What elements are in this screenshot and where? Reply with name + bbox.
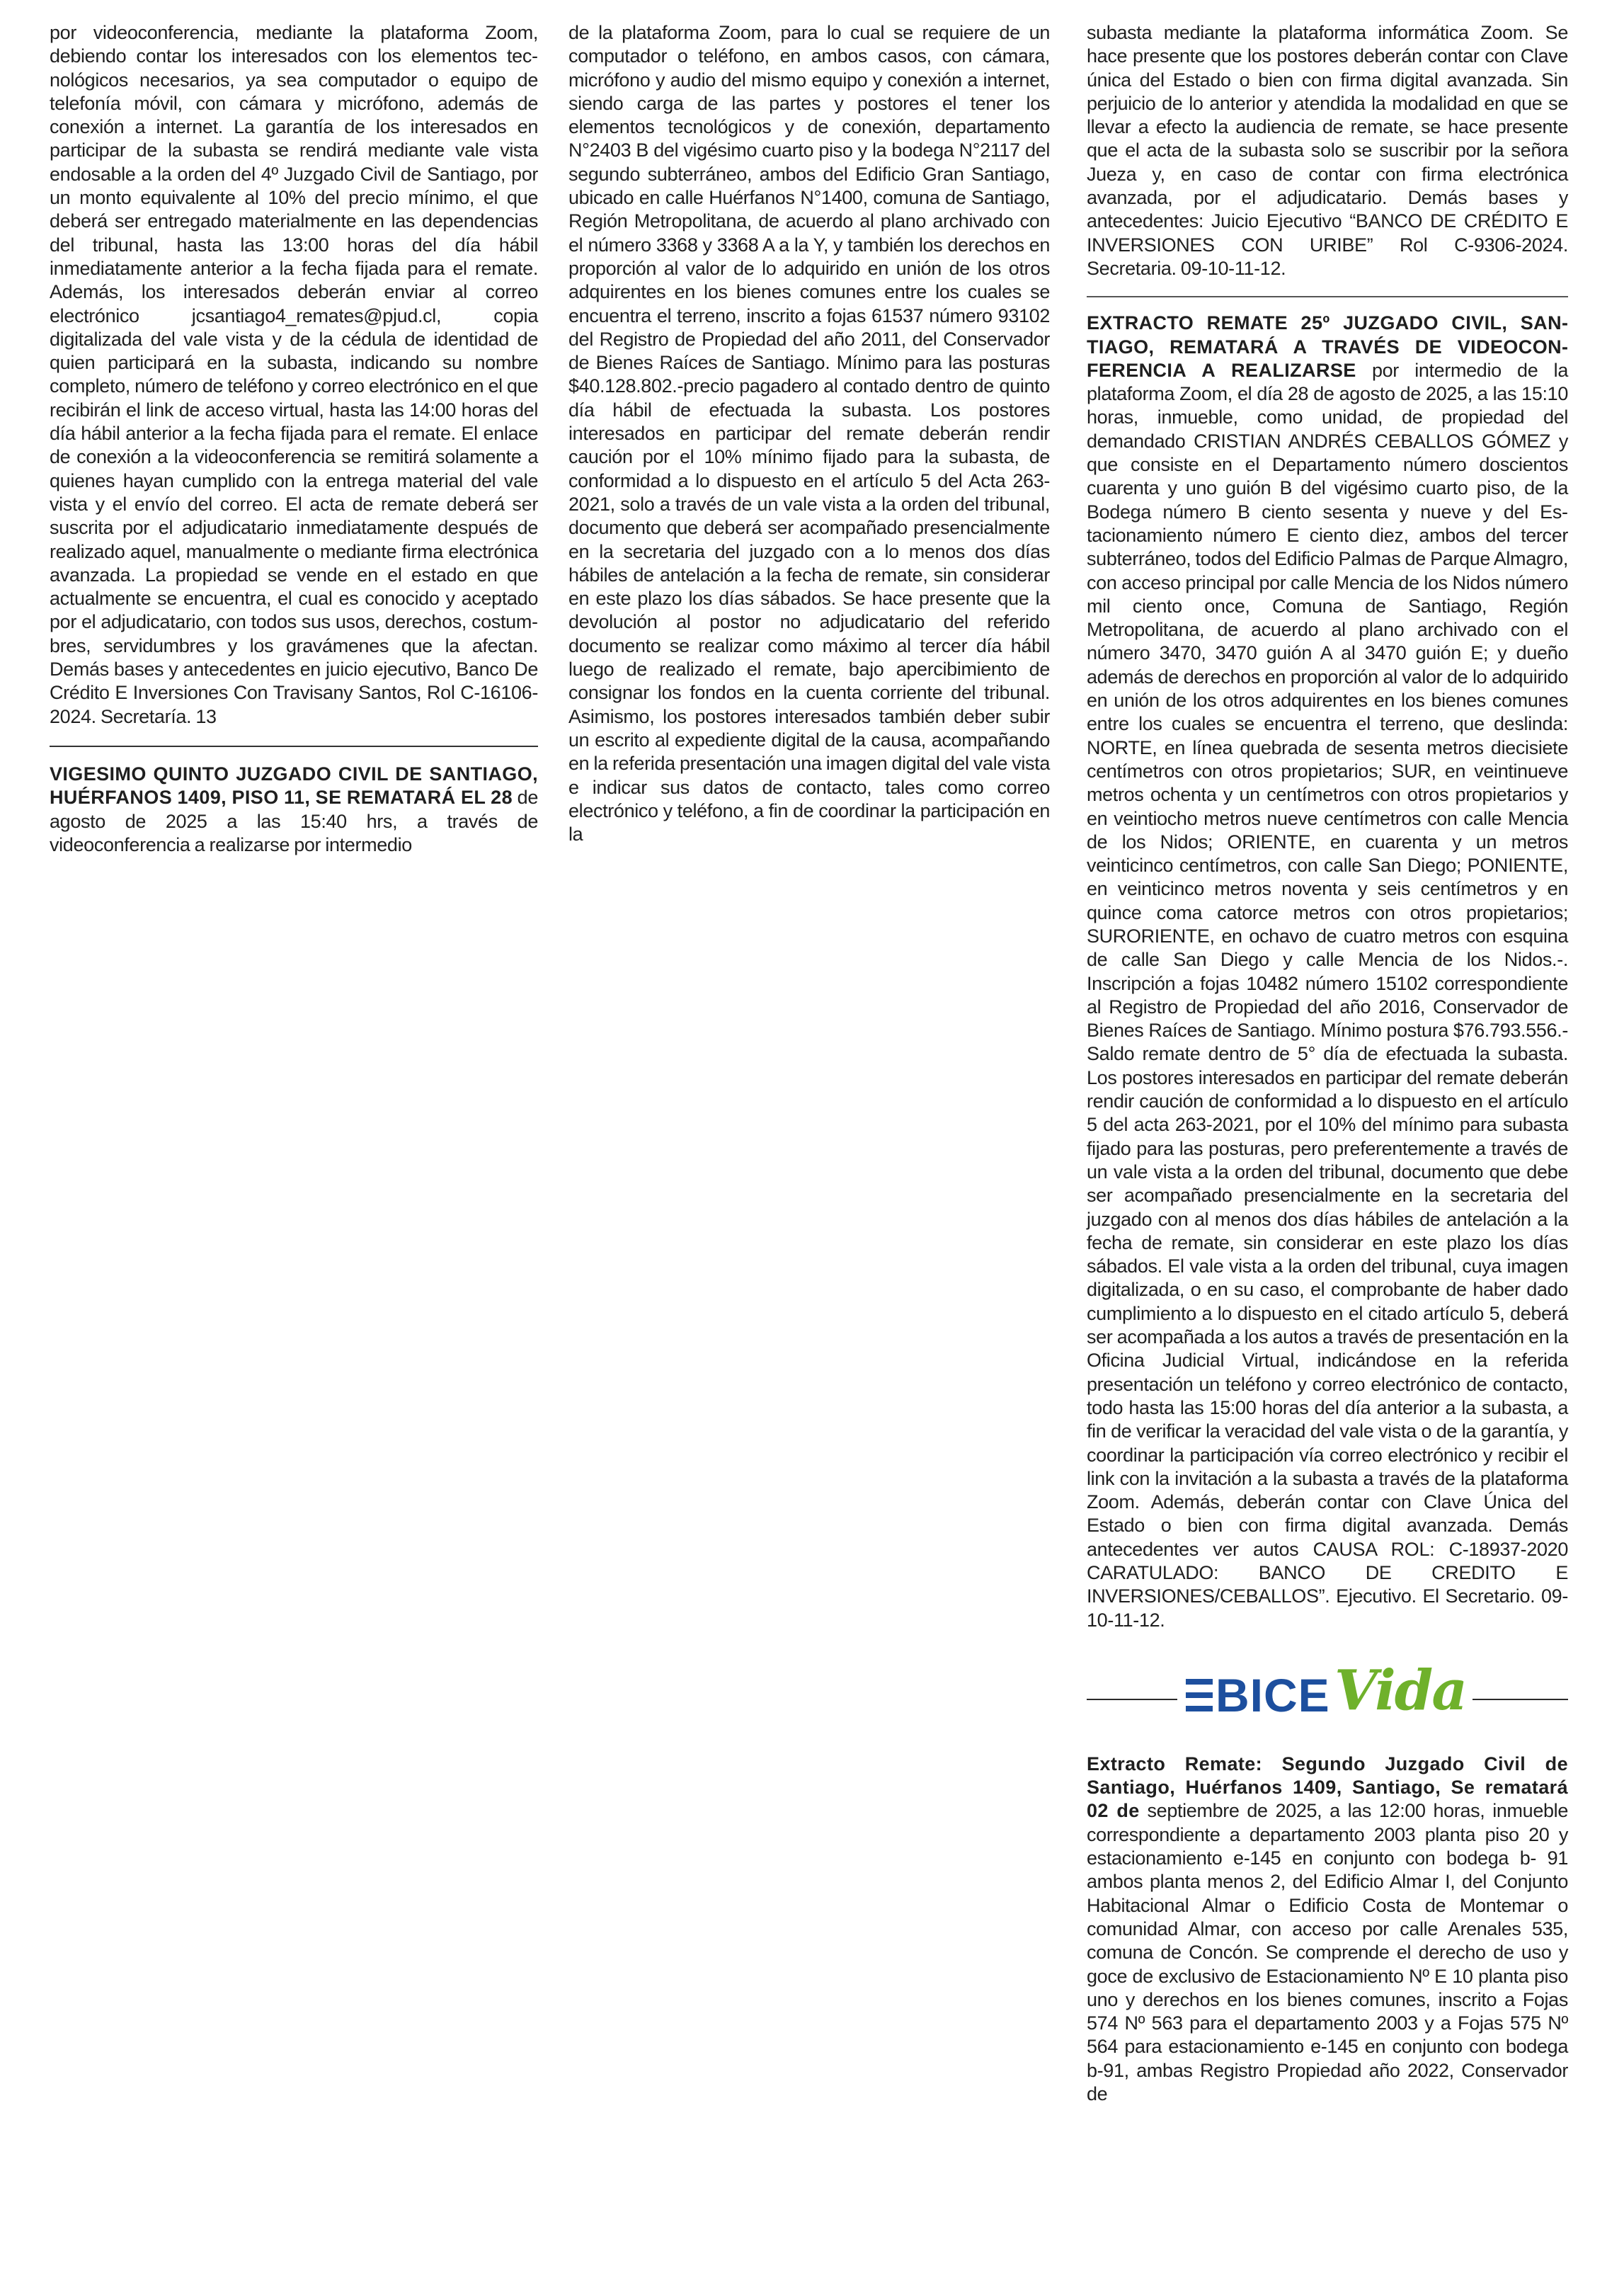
notice-heading: EXTRACTO REMATE 25º JUZGADO CIVIL, SANTIAGO, REMATARÁ A TRAVÉS DE VIDEOCONFERENCIA A REALIZARSE xyxy=(1087,312,1568,381)
column-3 xyxy=(1087,21,1568,2106)
logo-divider-left xyxy=(1087,1699,1177,1700)
notice-segundo-juzgado-civil xyxy=(1087,1753,1568,2106)
notice-divider xyxy=(50,746,538,747)
notice-heading: VIGESIMO QUINTO JUZGADO CIVIL DE SANTIAGO, HUÉRFANOS 1409, PISO 11, SE REMATARÁ EL 28 xyxy=(50,763,538,809)
advertiser-logo-band xyxy=(1087,1646,1568,1753)
notice-body: septiembre de 2025, a las 12:00 horas, inmueble correspondiente a departamento 2003 planta piso 20 y estacionamiento e-145 en conjunto con bodega b- 91 ambos planta menos 2, del Edificio Almar I, del Conjunto Habitacional Almar o Edificio Costa de Montemar o comunidad Almar, con acceso por calle Arenales 535, comuna de Concón. Se comprende el derecho de uso y goce de exclusivo de Estacionamiento Nº E 10 planta piso uno y derechos en los bienes comunes, inscrito a Fojas 574 Nº 563 para el departamento 2003 y a Fojas 575 Nº 564 para estacionamiento e-145 en conjunto con bodega b-91, ambas Registro Propiedad año 2022, Conservador de xyxy=(1087,1800,1568,2105)
notice-25-juzgado-santiago xyxy=(50,763,538,857)
column-2 xyxy=(568,21,1050,846)
notice-continuation-text: de la plataforma Zoom, para lo cual se requiere de un computador o teléfono, en ambos casos, con cámara, micrófono y audio del mismo equipo y conexión a internet, siendo carga de las partes y postores el tener los elementos tecnológicos y de conexión, departamento N°2403 B del vigésimo cuarto piso y la bodega N°2117 del segundo subterráneo, ambos del Edificio Gran Santiago, ubicado en calle Huérfanos N°1400, comuna de Santiago, Región Metropolitana, de acuerdo al plano archivado con el número 3368 y 3368 A a la Y, y también los derechos en proporción al valor de lo adquirido en unión de los otros adquirentes en los bienes comunes entre los cuales se encuentra el terreno, inscrito a fojas 61537 número 93102 del Registro de Propiedad del año 2011, del Conservador de Bienes Raíces de Santiago. Mínimo para las posturas $40.128.802.-precio pagadero al contado dentro de quinto día hábil de efectuada la subasta. Los postores interesados en participar del remate deberán rendir caución por el 10% mínimo fijado para la subasta, de conformidad a lo dispuesto en el artículo 5 del Acta 263-2021, solo a través de un vale vista a la orden del tribunal, documento que deberá ser acompañado presencialmente en la secretaria del juzgado con a lo menos dos días hábiles de antelación a la fecha de remate, sin considerar en este plazo los días sábados. Se hace presente que la devolución al postor no adjudicatario del referido documento se realizar como máximo al tercer día hábil luego de realizado el remate, bajo apercibimiento de consignar los fondos en la cuenta corriente del tribunal. Asimismo, los postores interesados también deber subir un escrito al expediente digital de la causa, acompañando en la referida presentación una imagen digital del vale vista e indicar sus datos de contacto, tales como correo electrónico y teléfono, a fin de coordinar la participación en la xyxy=(568,22,1050,845)
notice-extracto-remate-25 xyxy=(1087,312,1568,1632)
column-1 xyxy=(50,21,538,857)
bice-vida-logo-icon xyxy=(1186,1660,1469,1731)
notice-continuation-text: subasta mediante la plataforma informática Zoom. Se hace presente que los postores deberán contar con Clave única del Estado o bien con firma digital avanzada. Sin perjuicio de lo anterior y atendida la modalidad en que se llevar a efecto la audiencia de remate, se hace presente que el acta de la subasta solo se suscribir por la señora Jueza y, en caso de contar con firma electrónica avanzada, por el adjudicatario. Demás bases y antecedentes: Juicio Ejecutivo “BANCO DE CRÉDITO E INVERSIONES CON URIBE” Rol C-9306-2024. Secretaria. 09-10-11-12. xyxy=(1087,22,1568,279)
logo-wordmark: BICE xyxy=(1216,1668,1330,1721)
notice-divider xyxy=(1087,296,1568,297)
logo-divider-right xyxy=(1473,1699,1568,1700)
notice-body: de agosto de 2025 a las 15:40 hrs, a través de videoconferencia a realizarse por intermedio xyxy=(50,787,539,855)
notice-body: por intermedio de la plataforma Zoom, el día 28 de agosto de 2025, a las 15:10 horas, inmueble, como unidad, de propiedad del demandado CRISTIAN ANDRÉS CEBALLOS GÓMEZ y que consiste en el Departamento número doscientos cuarenta y uno guión B del vigésimo cuarto piso, de la Bodega número B ciento sesenta y nueve y del Estacionamiento número E ciento diez, ambos del tercer subterráneo, todos del Edificio Palmas de Parque Almagro, con acceso principal por calle Mencia de los Nidos número mil ciento once, Comuna de Santiago, Región Metropolitana, de acuerdo al plano archivado con el número 3470, 3470 guión A al 3470 guión E; y dueño además de derechos en proporción al valor de lo adquirido en unión de los otros adquirentes en los bienes comunes entre los cuales se encuentra el terreno, que deslinda: NORTE, en línea quebrada de sesenta metros diecisiete centímetros con otros propietarios; SUR, en veintinueve metros ochenta y un centímetros con otros propietarios y en veintiocho metros nueve centímetros con calle Mencia de los Nidos; ORIENTE, en cuarenta y un metros veinticinco centímetros, con calle San Diego; PONIENTE, en veinticinco metros noventa y seis centímetros y en quince coma catorce metros con otros propietarios; SURORIENTE, en ochavo de cuatro metros con esquina de calle San Diego y calle Mencia de los Nidos.-. Inscripción a fojas 10482 número 15102 correspondiente al Registro de Propiedad del año 2016, Conservador de Bienes Raíces de Santiago. Mínimo postura $76.793.556.- Saldo remate dentro de 5° día de efectuada la subasta. Los postores interesados en participar del remate deberán rendir caución de conformidad a lo dispuesto en el artículo 5 del acta 263-2021, por el 10% del mínimo para subasta fijado para las posturas, pero preferentemente a través de un vale vista a la orden del tribunal, documento que debe ser acompañado presencialmente en la secretaria del juzgado con al menos dos días hábiles de antelación a la fecha de remate, sin considerar en este plazo los días sábados. El vale vista a la orden del tribunal, cuya imagen digitalizada, o en su caso, el comprobante de haber dado cumplimiento a lo dispuesto en el citado artículo 5, deberá ser acompañada a los autos a través de presentación en la Oficina Judicial Virtual, indicándose en la referida presentación un teléfono y correo electrónico de contacto, todo hasta las 15:00 horas del día anterior a la subasta, a fin de verificar la veracidad del vale vista o de la garantía, y coordinar la participación vía correo electrónico y recibir el link con la invitación a la subasta a través de la plataforma Zoom. Además, deberán contar con Clave Única del Estado o bien con firma digital avanzada. Demás antecedentes ver autos CAUSA ROL: C-18937-2020 CARATULADO: BANCO DE CREDITO E INVERSIONES/CEBALLOS”. Ejecutivo. El Secretario. 09-10-11-12. xyxy=(1087,359,1568,1631)
logo-script: Vida xyxy=(1334,1658,1466,1723)
notice-continuation-text: por videoconferencia, mediante la plataforma Zoom, debiendo contar los interesados con los elementos tecnológicos necesarios, ya sea computador o equipo de telefonía móvil, con cámara y micrófono, además de conexión a internet. La garantía de los interesados en participar de la subasta se rendirá mediante vale vista endosable a la orden del 4º Juzgado Civil de Santiago, por un monto equivalente al 10% del precio mínimo, el que deberá ser entregado materialmente en las dependencias del tribunal, hasta las 13:00 horas del día hábil inmediatamente anterior a la fecha fijada para el remate. Además, los interesados deberán enviar al correo electrónico jcsantiago4_remates@pjud.cl, copia digitalizada del vale vista y de la cédula de identidad de quien participará en la subasta, indicando su nombre completo, número de teléfono y correo electrónico en el que recibirán el link de acceso virtual, hasta las 14:00 horas del día hábil anterior a la fecha fijada para el remate. El enlace de conexión a la videoconferencia se remitirá solamente a quienes hayan cumplido con la entrega material del vale vista y el envío del correo. El acta de remate deberá ser suscrita por el adjudicatario inmediatamente después de realizado aquel, manualmente o mediante firma electrónica avanzada. La propiedad se vende en el estado en que actualmente se encuentra, el cual es conocido y aceptado por el adjudicatario, con todos sus usos, derechos, costumbres, servidumbres y los gravámenes que la afectan. Demás bases y antecedentes en juicio ejecutivo, Banco De Crédito E Inversiones Con Travisany Santos, Rol C-16106-2024. Secretaría. 13 xyxy=(50,22,538,727)
logo-bars-icon xyxy=(1186,1679,1213,1711)
notice-heading: Extracto Remate: Segundo Juzgado Civil de Santiago, Huérfanos 1409, Santiago, Se rematará 02 de xyxy=(1087,1753,1568,1822)
